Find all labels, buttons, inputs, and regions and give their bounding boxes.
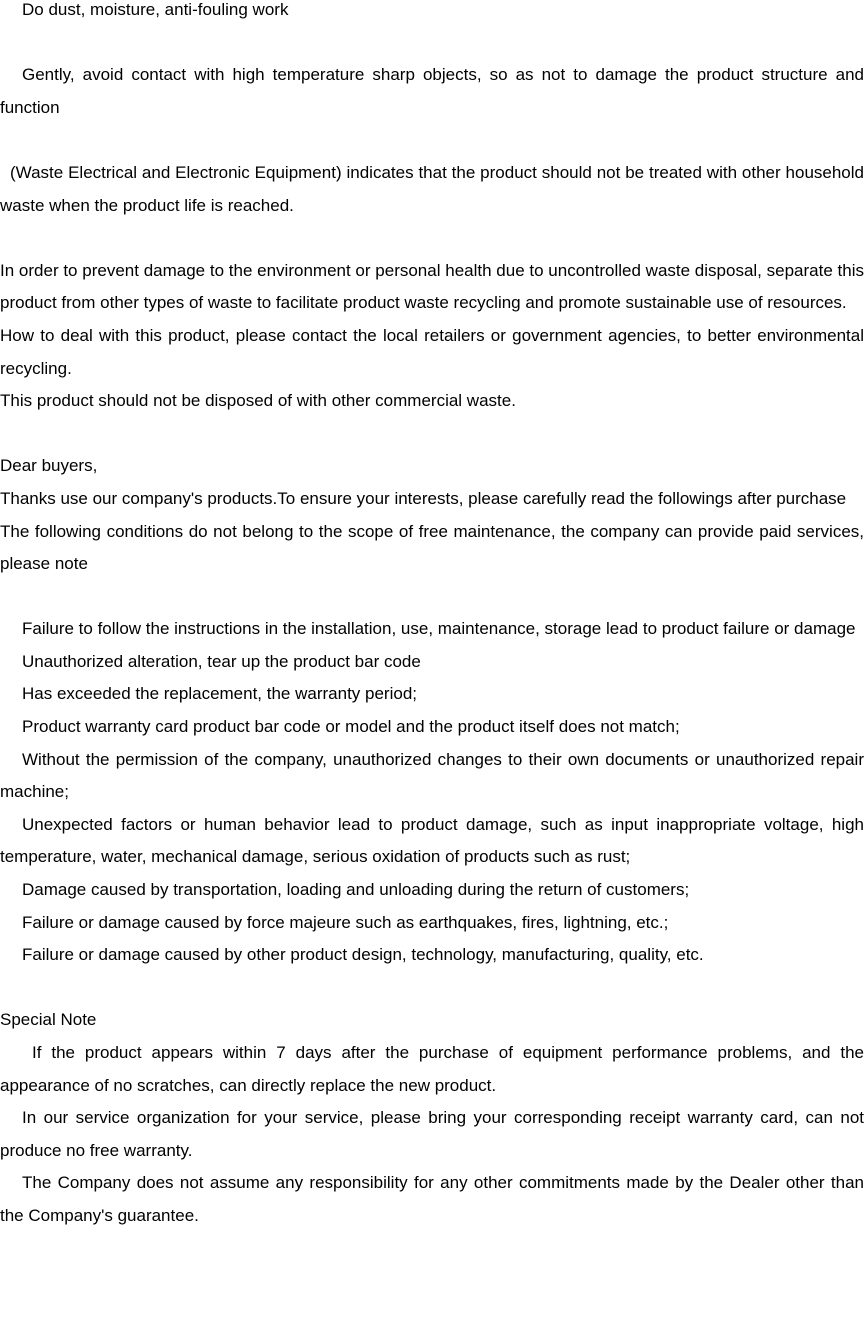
special-note-item: In our service organization for your service, please bring your corresponding receipt warranty card, can not produce no free warranty. [0,1108,864,1160]
exclusion-item: Unexpected factors or human behavior lead to product damage, such as input inappropriate voltage, high temperature, water, mechanical damage, serious oxidation of products such as rust; [0,814,864,867]
special-note-heading: Special Note [0,1010,97,1030]
weee-paragraph: (Waste Electrical and Electronic Equipment) indicates that the product should not be treated with other household waste when the product life is reached. [0,162,864,215]
exclusion-item: Without the permission of the company, unauthorized changes to their own documents or unauthorized repair machine; [0,749,864,802]
spacer [0,222,864,255]
exclusion-item: Failure or damage caused by other product design, technology, manufacturing, quality, etc. [22,945,704,965]
care-dust-paragraph: Do dust, moisture, anti-fouling work [22,0,289,19]
recycling-contact-paragraph: How to deal with this product, please contact the local retailers or government agencies, to better environmental recycling. [0,325,864,378]
exclusion-item: Unauthorized alteration, tear up the product bar code [22,651,421,671]
spacer [0,418,864,451]
spacer [0,972,864,1005]
spacer [0,581,864,614]
exclusion-item: Product warranty card product bar code or model and the product itself does not match; [22,717,680,737]
care-gently-paragraph: Gently, avoid contact with high temperature sharp objects, so as not to damage the product structure and function [0,65,864,117]
special-note-item: If the product appears within 7 days after the purchase of equipment performance problems, and the appearance of no scratches, can directly replace the new product. [0,1043,864,1095]
spacer [0,124,864,157]
exclusion-item: Failure or damage caused by force majeure such as earthquakes, fires, lightning, etc.; [22,912,669,932]
letter-conditions-paragraph: The following conditions do not belong to the scope of free maintenance, the company can provide paid services, please note [0,521,864,574]
exclusion-item: Failure to follow the instructions in the installation, use, maintenance, storage lead to product failure or damage [22,619,856,639]
spacer [0,27,864,60]
exclusions-list [0,613,864,972]
special-note-item: The Company does not assume any responsibility for any other commitments made by the Dealer other than the Company's guarantee. [0,1173,864,1225]
exclusion-item: Has exceeded the replacement, the warranty period; [22,684,418,704]
exclusion-item: Damage caused by transportation, loading and unloading during the return of customers; [22,880,690,900]
commercial-waste-paragraph: This product should not be disposed of with other commercial waste. [0,391,516,411]
letter-greeting: Dear buyers, [0,456,98,476]
letter-thanks-paragraph: Thanks use our company's products.To ensure your interests, please carefully read the followings after purchase [0,488,847,508]
prevent-damage-paragraph: In order to prevent damage to the environment or personal health due to uncontrolled waste disposal, separate this product from other types of waste to facilitate product waste recycling and promote sustainable use of resources. [0,260,864,313]
special-note-list [0,1037,864,1233]
